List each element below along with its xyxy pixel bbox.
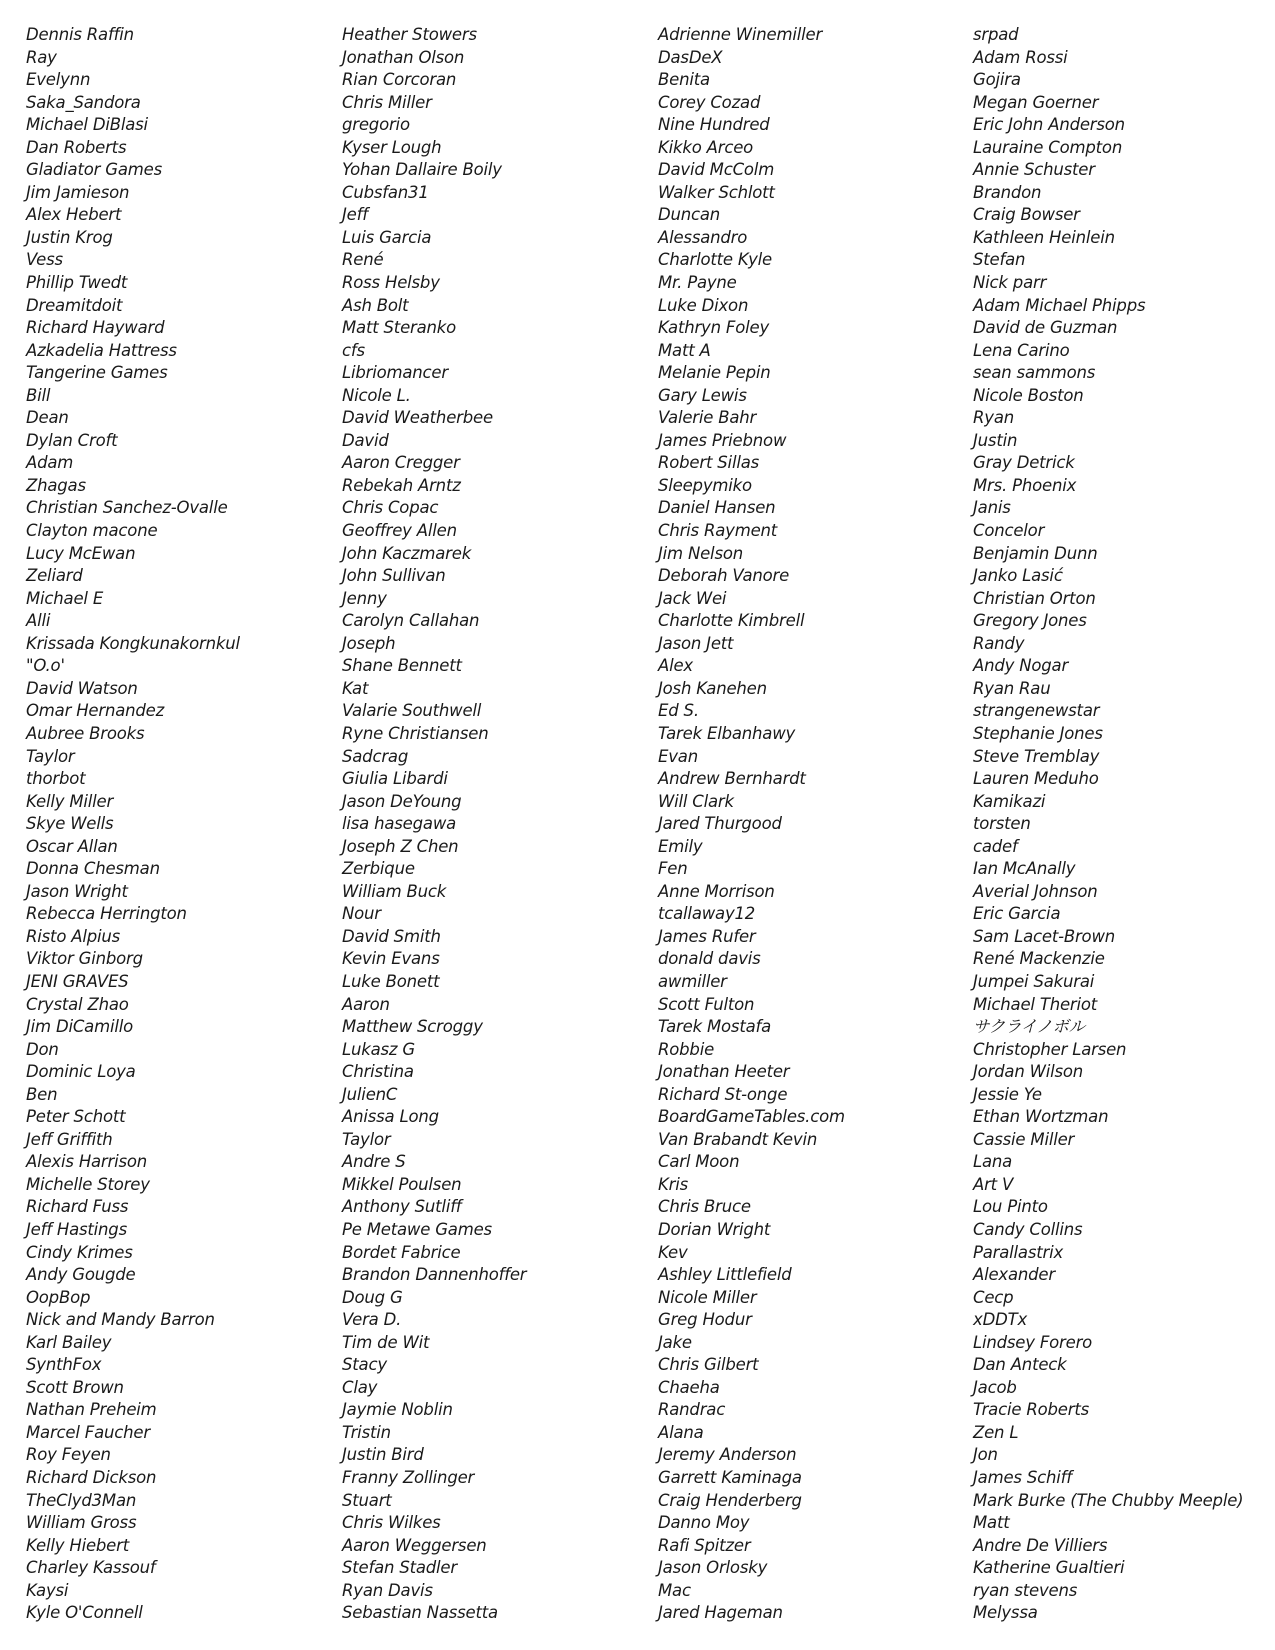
- backer-name: thorbot: [26, 769, 86, 789]
- backer-name: Kikko Arceo: [658, 137, 754, 157]
- backer-name: Van Brabandt Kevin: [658, 1129, 818, 1149]
- backer-name: Art V: [973, 1174, 1014, 1194]
- backer-name: torsten: [973, 814, 1031, 834]
- backer-name: Anthony Sutliff: [342, 1197, 462, 1217]
- backer-name: Rebecca Herrington: [26, 904, 187, 924]
- backer-name: Gary Lewis: [658, 385, 747, 405]
- backer-name: Kev: [658, 1242, 688, 1262]
- backer-name: Nathan Preheim: [26, 1400, 157, 1420]
- backer-name: Aubree Brooks: [26, 723, 145, 743]
- backer-name: Bill: [26, 385, 51, 405]
- backer-name: Ed S.: [658, 701, 699, 721]
- backer-name: Pe Metawe Games: [342, 1219, 492, 1239]
- backer-name: Adam Rossi: [973, 47, 1068, 67]
- backer-name: サクライノボル: [973, 1017, 1085, 1037]
- backer-name: Dean: [26, 408, 69, 428]
- backer-name: Jordan Wilson: [973, 1062, 1084, 1082]
- backer-name: "O.o': [26, 656, 65, 676]
- backer-name: Robbie: [658, 1039, 715, 1059]
- backer-name: TheClyd3Man: [26, 1490, 137, 1510]
- backer-name: Kyser Lough: [342, 137, 442, 157]
- backer-name: Jared Hageman: [658, 1603, 783, 1623]
- backer-name: Lukasz G: [342, 1039, 416, 1059]
- backer-name: Ash Bolt: [342, 295, 409, 315]
- backer-name: Anne Morrison: [658, 881, 775, 901]
- backer-name: Eric John Anderson: [973, 115, 1125, 135]
- backer-name: Corey Cozad: [658, 92, 761, 112]
- backer-name: donald davis: [658, 949, 761, 969]
- backer-name: Ryan Davis: [342, 1580, 433, 1600]
- backer-name: Gregory Jones: [973, 611, 1087, 631]
- backer-name: Melyssa: [973, 1603, 1038, 1623]
- backer-name: René Mackenzie: [973, 949, 1105, 969]
- backer-name: Ryan: [973, 408, 1014, 428]
- backer-name: Carolyn Callahan: [342, 611, 480, 631]
- backer-name: Jared Thurgood: [658, 814, 782, 834]
- backer-name: Christian Sanchez-Ovalle: [26, 498, 228, 518]
- backer-name: Nick parr: [973, 273, 1047, 293]
- backer-name: Brandon Dannenhoffer: [342, 1265, 527, 1285]
- backer-name: Heather Stowers: [342, 25, 477, 44]
- backer-name: Lauraine Compton: [973, 137, 1123, 157]
- backer-name: Kelly Miller: [26, 791, 114, 811]
- backer-name: Janis: [973, 498, 1011, 518]
- backer-name: Tristin: [342, 1422, 391, 1442]
- backer-name: Joseph: [342, 633, 396, 653]
- backer-name: Kathryn Foley: [658, 318, 770, 338]
- backer-name: Luke Bonett: [342, 971, 440, 991]
- backer-name: Kelly Hiebert: [26, 1535, 129, 1555]
- backer-name: Ben: [26, 1084, 58, 1104]
- backer-name: Ross Helsby: [342, 273, 440, 293]
- backer-name: Robert Sillas: [658, 453, 760, 473]
- backer-name: Kathleen Heinlein: [973, 227, 1115, 247]
- backer-name: Ray: [26, 47, 57, 67]
- backer-name: Tim de Wit: [342, 1332, 430, 1352]
- backer-name: Lou Pinto: [973, 1197, 1048, 1217]
- backer-name: Vess: [26, 250, 63, 270]
- backer-name: awmiller: [658, 971, 727, 991]
- backer-name: Jacob: [973, 1377, 1017, 1397]
- backer-name: Lena Carino: [973, 340, 1070, 360]
- backer-name: Mikkel Poulsen: [342, 1174, 462, 1194]
- backer-name: Cassie Miller: [973, 1129, 1075, 1149]
- backer-name: Yohan Dallaire Boily: [342, 160, 502, 180]
- backer-name: tcallaway12: [658, 904, 756, 924]
- backer-name: Zen L: [973, 1422, 1019, 1442]
- backer-name: Garrett Kaminaga: [658, 1468, 802, 1487]
- backer-name: Duncan: [658, 205, 721, 225]
- backer-name: Clayton macone: [26, 521, 158, 541]
- backer-name: Luis Garcia: [342, 227, 432, 247]
- backer-name: Adam Michael Phipps: [973, 295, 1146, 315]
- backer-name: Craig Henderberg: [658, 1490, 802, 1510]
- backer-name: Alana: [658, 1422, 704, 1442]
- backer-name: Sebastian Nassetta: [342, 1603, 498, 1623]
- backer-name: Jason DeYoung: [342, 791, 462, 811]
- backer-name: Aaron: [342, 994, 390, 1014]
- backer-name: Risto Alpius: [26, 926, 121, 946]
- backer-name: David Watson: [26, 678, 138, 698]
- backer-name: Dennis Raffin: [26, 25, 134, 44]
- backer-name: Bordet Fabrice: [342, 1242, 461, 1262]
- backer-name: JulienC: [342, 1084, 398, 1104]
- backer-name: Lauren Meduho: [973, 769, 1099, 789]
- backer-name: Stuart: [342, 1490, 392, 1510]
- backer-name: Clay: [342, 1377, 378, 1397]
- backer-name: Phillip Twedt: [26, 273, 128, 293]
- backer-name: Justin: [973, 430, 1018, 450]
- backer-name: Jenny: [342, 588, 387, 608]
- backer-name: Shane Bennett: [342, 656, 462, 676]
- backer-name: James Schiff: [973, 1468, 1072, 1487]
- name-column-1: [26, 24, 240, 1625]
- backer-name: Michael DiBlasi: [26, 115, 148, 135]
- backer-name: Jessie Ye: [973, 1084, 1042, 1104]
- backer-name: strangenewstar: [973, 701, 1100, 721]
- backer-name: Greg Hodur: [658, 1310, 752, 1330]
- backer-name: Viktor Ginborg: [26, 949, 143, 969]
- backer-name: Matthew Scroggy: [342, 1017, 483, 1037]
- backer-name: Nicole Miller: [658, 1287, 757, 1307]
- backer-name: Danno Moy: [658, 1513, 750, 1533]
- backer-name: Richard Dickson: [26, 1468, 157, 1487]
- backer-name: Daniel Hansen: [658, 498, 776, 518]
- backer-name: Krissada Kongkunakornkul: [26, 633, 240, 653]
- backer-name: Kyle O'Connell: [26, 1603, 143, 1623]
- backer-name: John Sullivan: [342, 566, 446, 586]
- backer-name: Michelle Storey: [26, 1174, 150, 1194]
- backer-name: Oscar Allan: [26, 836, 118, 856]
- backer-name: Dan Roberts: [26, 137, 127, 157]
- backer-name: Giulia Libardi: [342, 769, 448, 789]
- backer-name: srpad: [973, 25, 1019, 44]
- backer-name: Tangerine Games: [26, 363, 168, 383]
- name-column-4: [973, 24, 1243, 1625]
- backer-name: Walker Schlott: [658, 182, 775, 202]
- backer-name: David: [342, 430, 389, 450]
- backer-name: Jim Jamieson: [26, 182, 130, 202]
- backer-name: Kat: [342, 678, 369, 698]
- backer-name: Lindsey Forero: [973, 1332, 1093, 1352]
- backer-name: Peter Schott: [26, 1107, 126, 1127]
- backer-name: Stefan Stadler: [342, 1558, 457, 1578]
- backer-name: Alexis Harrison: [26, 1152, 148, 1172]
- backer-name: Kris: [658, 1174, 688, 1194]
- backer-name: Cindy Krimes: [26, 1242, 133, 1262]
- backer-name: Andre S: [342, 1152, 406, 1172]
- backer-name: Zerbique: [342, 859, 415, 879]
- backer-name: Chris Miller: [342, 92, 432, 112]
- backer-name: Katherine Gualtieri: [973, 1558, 1125, 1578]
- backer-name: Aaron Weggersen: [342, 1535, 487, 1555]
- backer-name: Azkadelia Hattress: [26, 340, 177, 360]
- backer-name: JENI GRAVES: [26, 971, 129, 991]
- backer-name: Ryan Rau: [973, 678, 1051, 698]
- backer-name: ryan stevens: [973, 1580, 1078, 1600]
- backer-name: Matt: [973, 1513, 1010, 1533]
- backer-name: Annie Schuster: [973, 160, 1095, 180]
- backer-name: Brandon: [973, 182, 1042, 202]
- backer-name: sean sammons: [973, 363, 1096, 383]
- backer-name: Parallastrix: [973, 1242, 1064, 1262]
- backer-name: BoardGameTables.com: [658, 1107, 845, 1127]
- backer-name: Anissa Long: [342, 1107, 439, 1127]
- backer-name: Adrienne Winemiller: [658, 25, 823, 44]
- backer-name: Concelor: [973, 521, 1045, 541]
- backer-name: Chris Gilbert: [658, 1355, 759, 1375]
- backer-name: Randy: [973, 633, 1025, 653]
- backer-name: Andre De Villiers: [973, 1535, 1108, 1555]
- backer-name: David de Guzman: [973, 318, 1118, 338]
- backer-name: Stefan: [973, 250, 1026, 270]
- backer-name: Marcel Faucher: [26, 1422, 150, 1442]
- backer-name: Dylan Croft: [26, 430, 118, 450]
- backer-name: René: [342, 250, 384, 270]
- backer-name: Nicole L.: [342, 385, 411, 405]
- backer-name: Jonathan Heeter: [658, 1062, 790, 1082]
- backer-name: Jonathan Olson: [342, 47, 465, 67]
- backer-name: Rebekah Arntz: [342, 475, 461, 495]
- backer-name: Mac: [658, 1580, 691, 1600]
- backer-name: Fen: [658, 859, 688, 879]
- backer-name: Kevin Evans: [342, 949, 440, 969]
- backer-name: Andy Gougde: [26, 1265, 136, 1285]
- backer-name: cadef: [973, 836, 1018, 856]
- backer-name: Jeff Hastings: [26, 1219, 127, 1239]
- backer-name: Richard Hayward: [26, 318, 165, 338]
- backer-name: Skye Wells: [26, 814, 114, 834]
- backer-name: Josh Kanehen: [658, 678, 767, 698]
- backer-name: Sleepymiko: [658, 475, 752, 495]
- backer-name: Gray Detrick: [973, 453, 1075, 473]
- backer-name: Christopher Larsen: [973, 1039, 1127, 1059]
- backer-name: Randrac: [658, 1400, 726, 1420]
- backer-name: David Smith: [342, 926, 441, 946]
- backer-name: Alex: [658, 656, 693, 676]
- backer-name: Stephanie Jones: [973, 723, 1103, 743]
- backer-name: Andy Nogar: [973, 656, 1069, 676]
- backer-name: Matt Steranko: [342, 318, 457, 338]
- backer-name: Janko Lasić: [973, 566, 1063, 586]
- backer-name: Tracie Roberts: [973, 1400, 1089, 1420]
- backer-name: Doug G: [342, 1287, 403, 1307]
- backer-name: Alexander: [973, 1265, 1055, 1285]
- backer-name: Vera D.: [342, 1310, 402, 1330]
- backer-name: Jumpei Sakurai: [973, 971, 1095, 991]
- backer-name: Jason Wright: [26, 881, 128, 901]
- backer-name: Charley Kassouf: [26, 1558, 156, 1578]
- backer-name: lisa hasegawa: [342, 814, 457, 834]
- name-column-2: [342, 24, 526, 1625]
- backer-name: Jason Orlosky: [658, 1558, 768, 1578]
- backer-name: Don: [26, 1039, 59, 1059]
- backer-name: Cubsfan31: [342, 182, 429, 202]
- backer-name: Tarek Mostafa: [658, 1017, 772, 1037]
- backer-name: Zeliard: [26, 566, 83, 586]
- backer-name: Alli: [26, 611, 51, 631]
- backer-name: Valerie Bahr: [658, 408, 757, 428]
- backer-name: Dorian Wright: [658, 1219, 771, 1239]
- backer-name: Saka_Sandora: [26, 92, 141, 112]
- backer-name: Jeff: [342, 205, 368, 225]
- backer-name: Alessandro: [658, 227, 748, 247]
- backer-name: Nick and Mandy Barron: [26, 1310, 215, 1330]
- backer-name: Richard St-onge: [658, 1084, 788, 1104]
- backer-name: Steve Tremblay: [973, 746, 1100, 766]
- backer-name: Justin Krog: [26, 227, 113, 247]
- backer-name: Jason Jett: [658, 633, 734, 653]
- backer-name: Ian McAnally: [973, 859, 1076, 879]
- backer-name: Adam: [26, 453, 74, 473]
- backer-name: David Weatherbee: [342, 408, 493, 428]
- backer-name: Justin Bird: [342, 1445, 424, 1465]
- backer-name: Chris Rayment: [658, 521, 778, 541]
- backer-name: xDDTx: [973, 1310, 1028, 1330]
- backer-name: Jeremy Anderson: [658, 1445, 797, 1465]
- backer-name: Nicole Boston: [973, 385, 1084, 405]
- backer-name: James Priebnow: [658, 430, 787, 450]
- backer-name: Candy Collins: [973, 1219, 1083, 1239]
- backer-name: Averial Johnson: [973, 881, 1098, 901]
- backer-name: Rian Corcoran: [342, 70, 457, 90]
- backer-name: Tarek Elbanhawy: [658, 723, 796, 743]
- backer-name: Donna Chesman: [26, 859, 160, 879]
- backer-name: Taylor: [26, 746, 75, 766]
- backer-name: Jack Wei: [658, 588, 727, 608]
- backer-name: Chris Wilkes: [342, 1513, 441, 1533]
- backer-name: Ethan Wortzman: [973, 1107, 1109, 1127]
- backer-name: Christina: [342, 1062, 414, 1082]
- backer-name: Michael E: [26, 588, 104, 608]
- backer-name: OopBop: [26, 1287, 91, 1307]
- backer-name: Sadcrag: [342, 746, 409, 766]
- backer-name: Ryne Christiansen: [342, 723, 489, 743]
- backer-name: Luke Dixon: [658, 295, 749, 315]
- backer-name: Cecp: [973, 1287, 1014, 1307]
- backer-name: Roy Feyen: [26, 1445, 111, 1465]
- backer-name: Alex Hebert: [26, 205, 122, 225]
- backer-name: Dominic Loya: [26, 1062, 136, 1082]
- backer-name: Matt A: [658, 340, 711, 360]
- backer-name: Taylor: [342, 1129, 391, 1149]
- backer-name: Richard Fuss: [26, 1197, 129, 1217]
- name-column-3: [658, 24, 845, 1625]
- backer-name: Jim DiCamillo: [26, 1017, 134, 1037]
- backer-name: Charlotte Kimbrell: [658, 611, 805, 631]
- backer-name: Michael Theriot: [973, 994, 1098, 1014]
- backer-name: cfs: [342, 340, 365, 360]
- backer-name: Mrs. Phoenix: [973, 475, 1077, 495]
- backer-name: David McColm: [658, 160, 775, 180]
- backer-name: Jake: [658, 1332, 692, 1352]
- backer-name: Joseph Z Chen: [342, 836, 459, 856]
- backer-name: Lana: [973, 1152, 1013, 1172]
- backer-name: Melanie Pepin: [658, 363, 771, 383]
- backer-name: Evan: [658, 746, 698, 766]
- backer-name: Ashley Littlefield: [658, 1265, 792, 1285]
- backer-name: Dan Anteck: [973, 1355, 1067, 1375]
- backer-name: Chris Bruce: [658, 1197, 751, 1217]
- backer-name: Jim Nelson: [658, 543, 743, 563]
- backer-name: Jon: [973, 1445, 998, 1465]
- backer-name: Franny Zollinger: [342, 1468, 475, 1487]
- backer-name: Chris Copac: [342, 498, 439, 518]
- backer-name: SynthFox: [26, 1355, 102, 1375]
- backer-name: Eric Garcia: [973, 904, 1061, 924]
- backer-name: Gladiator Games: [26, 160, 162, 180]
- backer-name: Jeff Griffith: [26, 1129, 113, 1149]
- backer-name: Libriomancer: [342, 363, 448, 383]
- backer-name: Craig Bowser: [973, 205, 1080, 225]
- backer-name: Mark Burke (The Chubby Meeple): [973, 1490, 1244, 1510]
- backer-name: Valarie Southwell: [342, 701, 482, 721]
- backer-name: James Rufer: [658, 926, 756, 946]
- backer-name: Andrew Bernhardt: [658, 769, 806, 789]
- backer-name: Crystal Zhao: [26, 994, 129, 1014]
- backer-name: Dreamitdoit: [26, 295, 123, 315]
- backer-name: William Buck: [342, 881, 447, 901]
- backer-name: gregorio: [342, 115, 410, 135]
- backer-name: Scott Brown: [26, 1377, 124, 1397]
- backer-name: Will Clark: [658, 791, 734, 811]
- backer-name: William Gross: [26, 1513, 137, 1533]
- backer-name: Chaeha: [658, 1377, 720, 1397]
- backer-name: Charlotte Kyle: [658, 250, 772, 270]
- backer-name: Kamikazi: [973, 791, 1046, 811]
- backer-name: Omar Hernandez: [26, 701, 165, 721]
- backer-name: DasDeX: [658, 47, 723, 67]
- backer-name: Nour: [342, 904, 381, 924]
- backer-name: Karl Bailey: [26, 1332, 112, 1352]
- backer-name: Emily: [658, 836, 703, 856]
- backer-name: Rafi Spitzer: [658, 1535, 751, 1555]
- backer-name: Mr. Payne: [658, 273, 737, 293]
- backer-name: Aaron Cregger: [342, 453, 460, 473]
- backer-name: Zhagas: [26, 475, 86, 495]
- backer-name: Kaysi: [26, 1580, 69, 1600]
- backer-name: Megan Goerner: [973, 92, 1099, 112]
- backer-name: Evelynn: [26, 70, 91, 90]
- backer-name: Geoffrey Allen: [342, 521, 457, 541]
- backer-name: Deborah Vanore: [658, 566, 790, 586]
- backer-name: Gojira: [973, 70, 1021, 90]
- backer-name: Sam Lacet-Brown: [973, 926, 1116, 946]
- backer-name: Scott Fulton: [658, 994, 755, 1014]
- backer-name: Lucy McEwan: [26, 543, 136, 563]
- backer-name: Benjamin Dunn: [973, 543, 1098, 563]
- backer-name: Benita: [658, 70, 710, 90]
- backer-name: Jaymie Noblin: [342, 1400, 453, 1420]
- backer-name: John Kaczmarek: [342, 543, 472, 563]
- backer-name: Carl Moon: [658, 1152, 740, 1172]
- backer-name: Nine Hundred: [658, 115, 770, 135]
- backer-name: Christian Orton: [973, 588, 1096, 608]
- backer-name: Stacy: [342, 1355, 387, 1375]
